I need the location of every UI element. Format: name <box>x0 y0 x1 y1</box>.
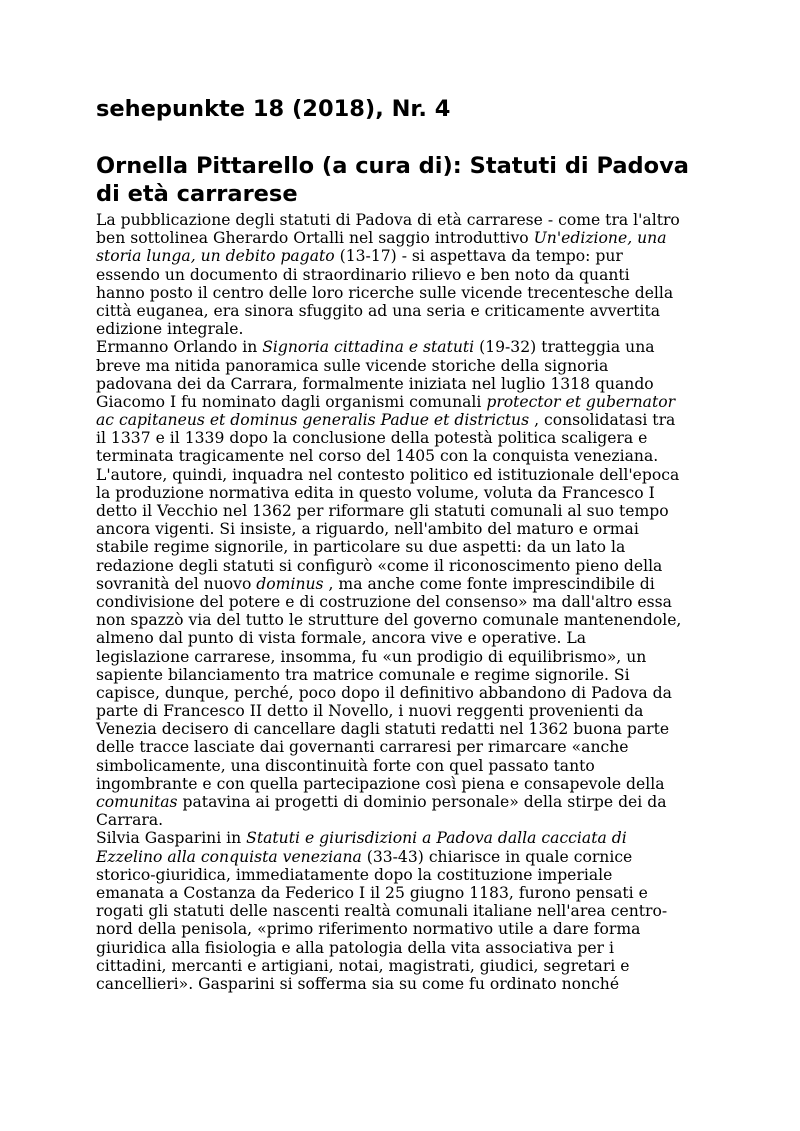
body-line <box>96 557 702 575</box>
body-text: ben sottolinea Gherardo Ortalli nel saggio introduttivo <box>96 229 534 248</box>
body-text: sovranità del nuovo <box>96 574 257 593</box>
body-line <box>96 429 702 447</box>
article-title <box>96 152 702 208</box>
body-line <box>96 375 702 393</box>
body-text: giuridica alla fisiologia e alla patologia della vita associativa per i <box>96 938 614 957</box>
body-text: cancellieri». Gasparini si sofferma sia su come fu ordinato nonché <box>96 974 620 993</box>
body-text: condivisione del potere e di costruzione del consenso» ma dall'altro essa <box>96 592 672 611</box>
body-text: Carrara. <box>96 811 164 830</box>
body-line <box>96 975 702 993</box>
body-text: , consolidatasi tra <box>529 411 676 430</box>
body-line <box>96 247 702 265</box>
body-line <box>96 502 702 520</box>
body-text: nord della penisola, «primo riferimento normativo utile a dare forma <box>96 920 641 939</box>
body-line <box>96 775 702 793</box>
body-text: , ma anche come fonte imprescindibile di <box>323 574 655 593</box>
body-text: storico-giuridica, immediatamente dopo la costituzione imperiale <box>96 865 613 884</box>
body-line <box>96 393 702 411</box>
body-line <box>96 738 702 756</box>
body-line <box>96 320 702 338</box>
body-text: città euganea, era sinora sfuggito ad una seria e criticamente avvertita <box>96 301 661 320</box>
body-line <box>96 411 702 429</box>
body-line <box>96 520 702 538</box>
body-text: capisce, dunque, perché, poco dopo il definitivo abbandono di Padova da <box>96 683 672 702</box>
body-line <box>96 447 702 465</box>
body-text: hanno posto il centro delle loro ricerche sulle vicende trecentesche della <box>96 283 674 302</box>
body-text: ingombrante e con quella partecipazione così piena e consapevole della <box>96 774 665 793</box>
body-line <box>96 684 702 702</box>
body-text: simbolicamente, una discontinuità forte con quel passato tanto <box>96 756 595 775</box>
italic-text: dominus <box>256 574 324 593</box>
body-line <box>96 593 702 611</box>
body-text: (13-17) - si aspettava da tempo: pur <box>334 247 623 266</box>
italic-text: Signoria cittadina e statuti <box>262 338 475 357</box>
body-text: terminata tragicamente nel corso del 1405 con la conquista veneziana. <box>96 447 659 466</box>
italic-text: protector et gubernator <box>486 392 676 411</box>
body-line <box>96 357 702 375</box>
body-line <box>96 611 702 629</box>
italic-text: Statuti e giurisdizioni a Padova dalla cacciata di <box>246 829 627 848</box>
body-text: Ermanno Orlando in <box>96 338 263 357</box>
article-title-line: Ornella Pittarello (a cura di): Statuti di Padova <box>96 153 689 179</box>
italic-text: Ezzelino alla conquista veneziana <box>96 847 362 866</box>
body-line <box>96 702 702 720</box>
body-text: La pubblicazione degli statuti di Padova di età carrarese - come tra l'altro <box>96 211 680 229</box>
body-line <box>96 648 702 666</box>
body-line <box>96 866 702 884</box>
body-text: parte di Francesco II detto il Novello, i nuovi reggenti provenienti da <box>96 702 644 721</box>
body-text: essendo un documento di straordinario rilievo e ben noto da quanti <box>96 265 630 284</box>
body-text: sapiente bilanciamento tra matrice comunale e regime signorile. Si <box>96 665 630 684</box>
body-text: delle tracce lasciate dai governanti carraresi per rimarcare «anche <box>96 738 629 757</box>
body-text: ancora vigenti. Si insiste, a riguardo, nell'ambito del maturo e ormai <box>96 520 639 539</box>
body-text: breve ma nitida panoramica sulle vicende storiche della signoria <box>96 356 609 375</box>
body-line <box>96 284 702 302</box>
body-line <box>96 229 702 247</box>
body-line <box>96 538 702 556</box>
body-line <box>96 211 702 229</box>
italic-text: Un'edizione, una <box>533 229 667 248</box>
body-text: Silvia Gasparini in <box>96 829 247 848</box>
body-line <box>96 757 702 775</box>
body-line <box>96 829 702 847</box>
body-line <box>96 484 702 502</box>
body-line <box>96 575 702 593</box>
italic-text: ac capitaneus et dominus generalis Padue et districtus <box>96 411 530 430</box>
body-text: Venezia decisero di cancellare dagli statuti redatti nel 1362 buona parte <box>96 720 670 739</box>
body-text: (33-43) chiarisce in quale cornice <box>361 847 633 866</box>
body-line <box>96 884 702 902</box>
body-line <box>96 720 702 738</box>
italic-text: comunitas <box>96 793 178 811</box>
body-line <box>96 793 702 811</box>
body-text: padovana dei da Carrara, formalmente iniziata nel luglio 1318 quando <box>96 374 654 393</box>
body-text: la produzione normativa edita in questo volume, voluta da Francesco I <box>96 483 655 502</box>
body-text: detto il Vecchio nel 1362 per riformare gli statuti comunali al suo tempo <box>96 502 669 520</box>
body-text: almeno dal punto di vista formale, ancora vive e operative. La <box>96 629 587 648</box>
body-text: emanata a Costanza da Federico I il 25 giugno 1183, furono pensati e <box>96 883 648 902</box>
body-text: patavina ai progetti di dominio personale» della stirpe dei da <box>177 793 667 811</box>
document-page <box>96 94 702 993</box>
body-line <box>96 920 702 938</box>
article-body <box>96 211 702 993</box>
body-text: il 1337 e il 1339 dopo la conclusione della potestà politica scaligera e <box>96 429 648 448</box>
body-text: legislazione carrarese, insomma, fu «un prodigio di equilibrismo», un <box>96 647 647 666</box>
body-text: rogati gli statuti delle nascenti realtà comunali italiane nell'area centro- <box>96 902 668 921</box>
body-line <box>96 266 702 284</box>
body-line <box>96 629 702 647</box>
body-line <box>96 466 702 484</box>
body-line <box>96 848 702 866</box>
body-line <box>96 666 702 684</box>
body-text: edizione integrale. <box>96 320 244 339</box>
issue-heading: sehepunkte 18 (2018), Nr. 4 <box>96 96 451 122</box>
italic-text: storia lunga, un debito pagato <box>96 247 335 266</box>
body-text: non spazzò via del tutto le strutture del governo comunale mantenendole, <box>96 611 682 630</box>
body-line <box>96 902 702 920</box>
body-line <box>96 811 702 829</box>
body-text: cittadini, mercanti e artigiani, notai, magistrati, giudici, segretari e <box>96 956 630 975</box>
body-line <box>96 302 702 320</box>
body-text: redazione degli statuti si configurò «come il riconoscimento pieno della <box>96 556 663 575</box>
body-line <box>96 338 702 356</box>
body-text: stabile regime signorile, in particolare su due aspetti: da un lato la <box>96 538 626 557</box>
body-text: Giacomo I fu nominato dagli organismi comunali <box>96 392 487 411</box>
body-line <box>96 939 702 957</box>
body-text: (19-32) tratteggia una <box>474 338 655 357</box>
body-line <box>96 957 702 975</box>
article-title-line: di età carrarese <box>96 181 298 207</box>
body-text: L'autore, quindi, inquadra nel contesto politico ed istituzionale dell'epoca <box>96 465 680 484</box>
